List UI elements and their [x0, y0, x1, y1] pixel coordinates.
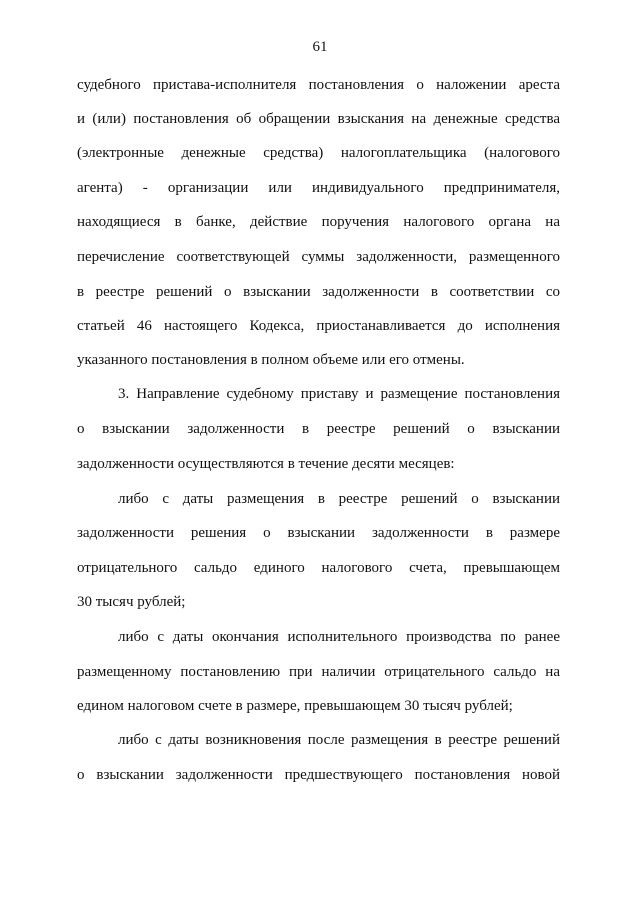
text-line: отрицательного сальдо единого налогового счета, превышающем — [77, 560, 560, 576]
text-line: о взыскании задолженности предшествующего постановления новой — [77, 767, 560, 783]
paragraph-first-line: 3. Направление судебному приставу и размещение постановления — [118, 386, 560, 402]
text-line: о взыскании задолженности в реестре решений о взыскании — [77, 421, 560, 437]
paragraph-first-line: либо с даты окончания исполнительного производства по ранее — [118, 629, 560, 645]
text-line: перечисление соответствующей суммы задолженности, размещенного — [77, 249, 560, 265]
paragraph-first-line: либо с даты возникновения после размещения в реестре решений — [118, 732, 560, 748]
text-line: размещенному постановлению при наличии отрицательного сальдо на — [77, 664, 560, 680]
page-number: 61 — [312, 39, 328, 55]
text-line: задолженности решения о взыскании задолженности в размере — [77, 525, 560, 541]
text-line: в реестре решений о взыскании задолженности в соответствии со — [77, 284, 560, 300]
text-line: судебного пристава-исполнителя постановления о наложении ареста — [77, 77, 560, 93]
text-line: и (или) постановления об обращении взыскания на денежные средства — [77, 111, 560, 127]
text-line: (электронные денежные средства) налогоплательщика (налогового — [77, 145, 560, 161]
paragraph-first-line: либо с даты размещения в реестре решений о взыскании — [118, 491, 560, 507]
text-line: 30 тысяч рублей; — [77, 594, 186, 610]
text-line: агента) - организации или индивидуального предпринимателя, — [77, 180, 560, 196]
text-line: указанного постановления в полном объеме или его отмены. — [77, 352, 465, 368]
text-line: статьей 46 настоящего Кодекса, приостанавливается до исполнения — [77, 318, 560, 334]
text-line: задолженности осуществляются в течение десяти месяцев: — [77, 456, 455, 472]
text-line: едином налоговом счете в размере, превышающем 30 тысяч рублей; — [77, 698, 513, 714]
text-line: находящиеся в банке, действие поручения налогового органа на — [77, 214, 560, 230]
